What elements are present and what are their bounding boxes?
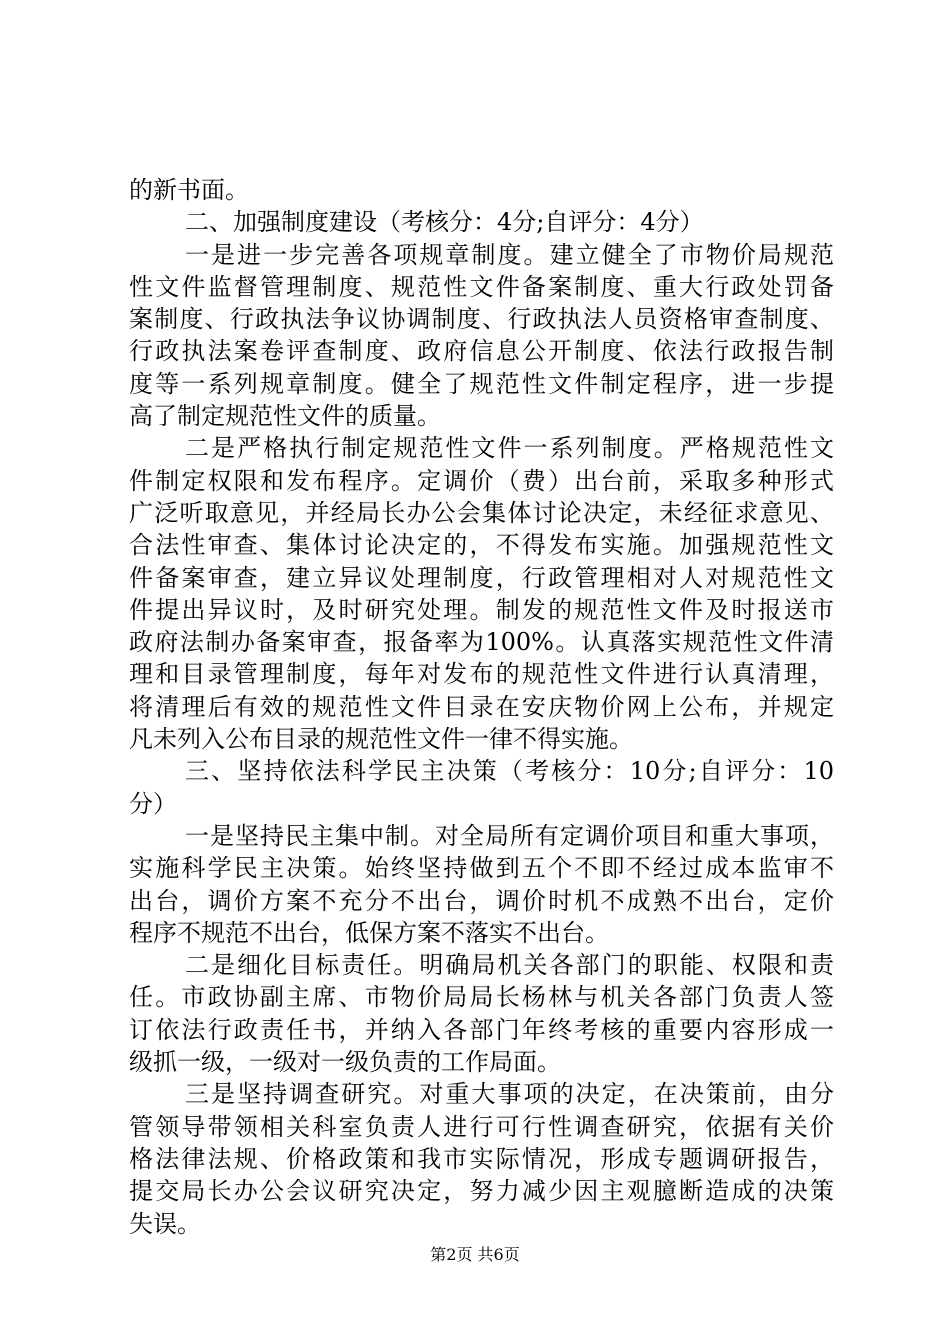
text-line: 件提出异议时，及时研究处理。制发的规范性文件及时报送市: [129, 595, 834, 624]
text-line: 性文件监督管理制度、规范性文件备案制度、重大行政处罚备: [129, 272, 834, 301]
body-text: [129, 174, 834, 1240]
text-line: 任。市政协副主席、市物价局局长杨林与机关各部门负责人签: [129, 983, 834, 1012]
text-line: 一是进一步完善各项规章制度。建立健全了市物价局规范: [185, 240, 834, 269]
text-line: 将清理后有效的规范性文件目录在安庆物价网上公布，并规定: [129, 692, 834, 721]
text-line: 三、坚持依法科学民主决策（考核分：10分;自评分：10: [185, 757, 834, 786]
text-line: 格法律法规、价格政策和我市实际情况，形成专题调研报告，: [129, 1144, 834, 1173]
text-line: 订依法行政责任书，并纳入各部门年终考核的重要内容形成一: [129, 1015, 834, 1044]
text-line: 的新书面。: [129, 176, 249, 204]
text-line: 三是坚持调查研究。对重大事项的决定，在决策前，由分: [185, 1080, 834, 1109]
text-line: 理和目录管理制度，每年对发布的规范性文件进行认真清理，: [129, 660, 834, 689]
text-line: 出台，调价方案不充分不出台，调价时机不成熟不出台，定价: [129, 886, 834, 915]
text-line: 行政执法案卷评查制度、政府信息公开制度、依法行政报告制: [129, 337, 834, 366]
text-line: 政府法制办备案审查，报备率为100%。认真落实规范性文件清: [129, 628, 834, 657]
text-line: 合法性审查、集体讨论决定的，不得发布实施。加强规范性文: [129, 531, 834, 560]
text-line: 度等一系列规章制度。健全了规范性文件制定程序，进一步提: [129, 369, 834, 398]
text-line: 程序不规范不出台，低保方案不落实不出台。: [129, 918, 609, 947]
text-line: 二、加强制度建设（考核分：4分;自评分：4分）: [185, 208, 704, 237]
text-line: 凡未列入公布目录的规范性文件一律不得实施。: [129, 725, 633, 754]
text-line: 管领导带领相关科室负责人进行可行性调查研究，依据有关价: [129, 1112, 834, 1141]
page-footer: 第2页 共6页: [430, 1245, 520, 1264]
text-line: 广泛听取意见，并经局长办公会集体讨论决定，未经征求意见、: [129, 498, 834, 527]
text-line: 高了制定规范性文件的质量。: [129, 402, 441, 431]
text-line: 件备案审查，建立异议处理制度，行政管理相对人对规范性文: [129, 563, 834, 592]
text-line: 提交局长办公会议研究决定，努力减少因主观臆断造成的决策: [129, 1177, 834, 1206]
text-line: 一是坚持民主集中制。对全局所有定调价项目和重大事项，: [185, 821, 834, 850]
text-line: 二是严格执行制定规范性文件一系列制度。严格规范性文: [185, 434, 834, 463]
text-line: 件制定权限和发布程序。定调价（费）出台前，采取多种形式: [129, 466, 834, 495]
text-line: 级抓一级，一级对一级负责的工作局面。: [129, 1048, 561, 1077]
text-line: 失误。: [129, 1209, 201, 1238]
text-line: 案制度、行政执法争议协调制度、行政执法人员资格审查制度、: [129, 305, 834, 334]
text-line: 实施科学民主决策。始终坚持做到五个不即不经过成本监审不: [129, 854, 834, 883]
text-line: 二是细化目标责任。明确局机关各部门的职能、权限和责: [185, 951, 834, 980]
text-line: 分）: [129, 789, 177, 818]
